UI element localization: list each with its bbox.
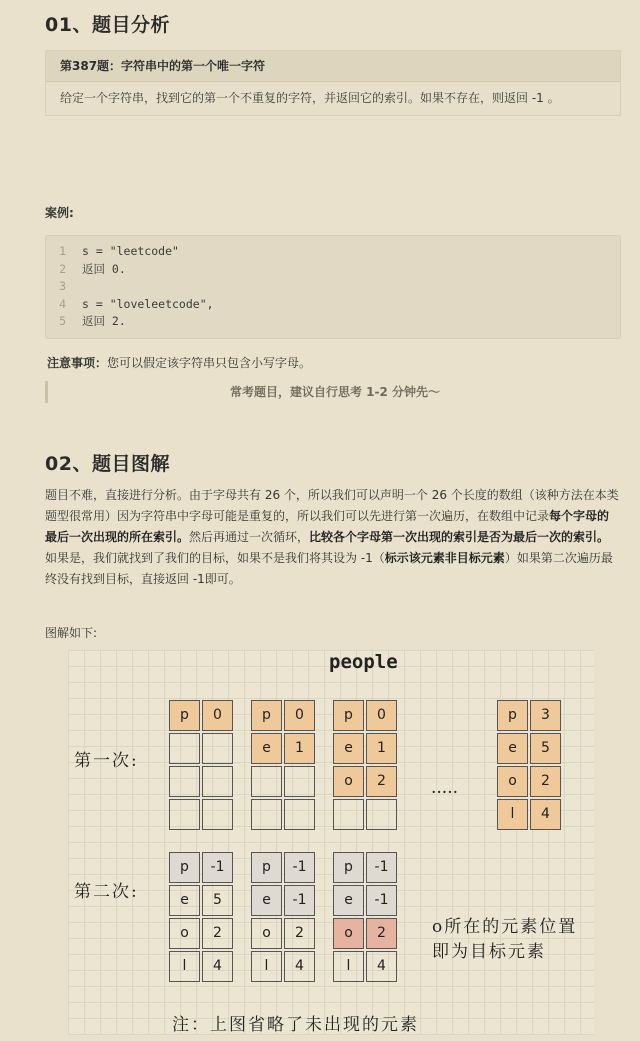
second-pass-cell: o <box>251 918 282 949</box>
first-pass-cell: 0 <box>284 700 315 731</box>
first-pass-cell: 2 <box>530 766 561 797</box>
first-pass-cell: o <box>333 766 364 797</box>
problem-box <box>45 50 621 116</box>
second-pass-cell: -1 <box>284 852 315 883</box>
second-pass-cell: 4 <box>284 951 315 982</box>
first-pass-cell <box>284 799 315 830</box>
code-line <box>46 243 179 260</box>
note <box>47 354 311 371</box>
first-pass-cell: p <box>333 700 364 731</box>
first-pass-cell <box>169 799 200 830</box>
paragraph-text: 然后再通过一次循环， <box>189 530 310 544</box>
first-pass-cell: e <box>333 733 364 764</box>
second-pass-cell: -1 <box>284 885 315 916</box>
problem-description: 给定一个字符串，找到它的第一个不重复的字符，并返回它的索引。如果不存在，则返回 -1 。 <box>60 91 560 105</box>
first-pass-cell: 5 <box>530 733 561 764</box>
paragraph-text: 如果是，我们就找到了我们的目标，如果不是我们将其设为 -1（ <box>45 551 385 565</box>
first-pass-cell: e <box>497 733 528 764</box>
first-pass-cell <box>202 799 233 830</box>
first-pass-cell <box>202 733 233 764</box>
second-pass-cell: p <box>333 852 364 883</box>
second-pass-cell: 5 <box>202 885 233 916</box>
code-block <box>45 235 621 339</box>
second-pass-cell: 2 <box>202 918 233 949</box>
annotation-line-1: o所在的元素位置 <box>432 917 578 937</box>
first-pass-cell: e <box>251 733 282 764</box>
first-pass-cell: l <box>497 799 528 830</box>
diagram-label: 图解如下: <box>45 626 98 640</box>
ellipsis: ····· <box>431 783 459 803</box>
code-text: s = "loveleetcode", <box>82 296 214 311</box>
section-1-title: 01、题目分析 <box>45 14 170 36</box>
paragraph-text: ）如果第二次遍历最终没有找到目标，直接返回 -1即可。 <box>45 551 613 586</box>
first-pass-cell: 1 <box>284 733 315 764</box>
second-pass-cell: 4 <box>202 951 233 982</box>
example-label: 案例: <box>45 206 74 220</box>
second-pass-cell: e <box>333 885 364 916</box>
first-pass-cell: p <box>251 700 282 731</box>
code-text: 返回 2. <box>82 314 126 329</box>
line-number: 4 <box>59 296 66 311</box>
analysis-paragraph <box>45 485 620 590</box>
second-pass-cell: o <box>333 918 364 949</box>
code-line <box>46 278 82 295</box>
second-pass-cell: l <box>169 951 200 982</box>
first-pass-cell <box>202 766 233 797</box>
paragraph-emphasis: 每个字母的最后一次出现的所在索引。 <box>45 509 610 544</box>
second-pass-cell: l <box>333 951 364 982</box>
second-pass-cell: e <box>251 885 282 916</box>
code-line <box>46 261 126 278</box>
first-pass-cell <box>251 799 282 830</box>
first-pass-cell <box>366 799 397 830</box>
code-text: 返回 0. <box>82 261 126 276</box>
diagram <box>68 650 594 1035</box>
second-pass-cell: p <box>251 852 282 883</box>
note-label: 注意事项： <box>47 356 108 370</box>
first-pass-cell: p <box>497 700 528 731</box>
first-pass-cell: p <box>169 700 200 731</box>
first-pass-cell <box>169 766 200 797</box>
second-pass-cell: 2 <box>366 918 397 949</box>
first-pass-cell: 4 <box>530 799 561 830</box>
problem-title: 第387题：字符串中的第一个唯一字符 <box>46 51 620 82</box>
diagram-word: people <box>329 651 398 673</box>
paragraph-text: 题目不难，直接进行分析。由于字母共有 26 个，所以我们可以声明一个 26 个长度的数组（该种方法在本类题型很常用）因为字符串中字母可能是重复的，所以我们可以先进行第一次遍历，在数组中记录 <box>45 488 619 523</box>
first-pass-cell <box>333 799 364 830</box>
second-pass-cell: l <box>251 951 282 982</box>
first-pass-cell <box>284 766 315 797</box>
tip-quote-text: 常考题目，建议自行思考 1-2 分钟先～ <box>229 385 441 399</box>
first-pass-cell: 0 <box>366 700 397 731</box>
tip-quote <box>45 381 622 403</box>
second-pass-cell: p <box>169 852 200 883</box>
second-pass-cell: -1 <box>202 852 233 883</box>
first-pass-cell: 0 <box>202 700 233 731</box>
second-pass-cell: 4 <box>366 951 397 982</box>
first-pass-cell: o <box>497 766 528 797</box>
code-line <box>46 313 126 330</box>
section-2-title: 02、题目图解 <box>45 453 170 475</box>
code-text: s = "leetcode" <box>82 244 179 258</box>
first-pass-cell: 3 <box>530 700 561 731</box>
second-pass-cell: -1 <box>366 885 397 916</box>
code-line <box>46 296 214 313</box>
annotation-line-2: 即为目标元素 <box>432 942 546 962</box>
first-pass-cell: 2 <box>366 766 397 797</box>
second-pass-cell: o <box>169 918 200 949</box>
note-text: 您可以假定该字符串只包含小写字母。 <box>107 356 312 370</box>
first-pass-cell <box>169 733 200 764</box>
first-pass-label: 第一次: <box>74 751 139 771</box>
second-pass-cell: -1 <box>366 852 397 883</box>
line-number: 5 <box>59 314 66 329</box>
line-number: 1 <box>59 244 66 258</box>
paragraph-emphasis: 标示该元素非目标元素 <box>384 551 505 565</box>
second-pass-cell: e <box>169 885 200 916</box>
line-number: 2 <box>59 261 66 276</box>
line-number: 3 <box>59 279 66 294</box>
second-pass-label: 第二次: <box>74 882 139 902</box>
first-pass-cell <box>251 766 282 797</box>
second-pass-cell: 2 <box>284 918 315 949</box>
diagram-footnote: 注：上图省略了未出现的元素 <box>172 1015 419 1035</box>
first-pass-cell: 1 <box>366 733 397 764</box>
paragraph-emphasis: 比较各个字母第一次出现的索引是否为最后一次的索引。 <box>309 530 610 544</box>
